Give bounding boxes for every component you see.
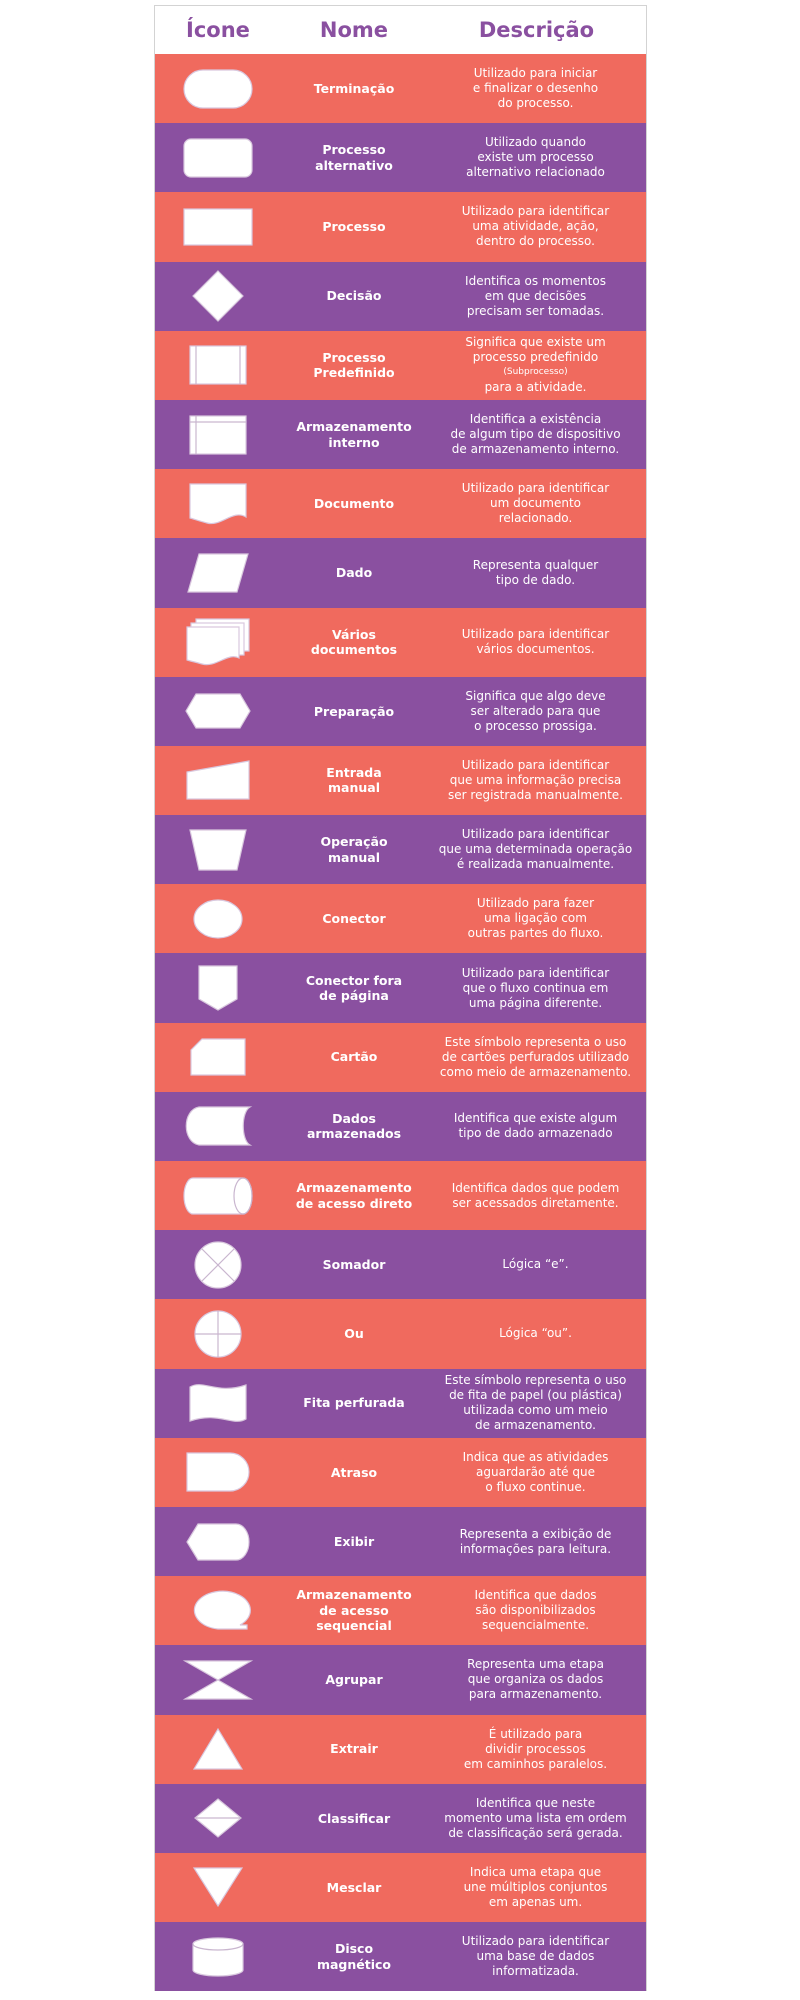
delay-icon [155,1452,281,1492]
document-icon [155,483,281,525]
preparation-icon [155,693,281,729]
sort-icon [155,1798,281,1838]
symbol-description: Utilizado quando existe um processo alternativo relacionado [466,135,605,180]
symbol-description: Este símbolo representa o uso de cartões perfurados utilizado como meio de armazenamento. [439,1034,632,1079]
symbol-name: Conector [322,911,386,927]
symbol-name: Somador [322,1257,386,1273]
symbol-name: Armazenamento interno [296,419,412,450]
card-icon [155,1038,281,1076]
table-row [155,331,646,400]
collate-icon [155,1660,281,1700]
symbol-description: Utilizado para identificar que o fluxo continua em uma página diferente. [461,965,610,1010]
symbol-name: Exibir [333,1533,375,1549]
decision-icon [155,270,281,322]
table-header [155,6,646,54]
summing-junction-icon [155,1241,281,1289]
table-row [155,677,646,746]
table-row [155,1023,646,1092]
table-row [155,469,646,538]
symbol-description: Significa que algo deve ser alterado para que o processo prossiga. [465,688,606,733]
symbol-description: Identifica que neste momento uma lista em ordem de classificação será gerada. [444,1795,627,1840]
table-row [155,884,646,953]
symbol-name: Dado [335,565,373,581]
symbol-description: Indica uma etapa que une múltiplos conjuntos em apenas um. [463,1864,608,1909]
symbol-description: Indica que as atividades aguardarão até que o fluxo continue. [462,1449,609,1494]
symbol-description: Utilizado para identificar um documento relacionado. [461,481,610,526]
symbol-name: Armazenamento de acesso sequencial [296,1587,412,1634]
symbol-description: Utilizado para fazer uma ligação com outras partes do fluxo. [467,896,604,941]
symbol-name: Processo [322,219,386,235]
symbol-name: Disco magnético [316,1941,392,1972]
symbol-description: Utilizado para identificar vários documentos. [461,627,610,657]
manual-operation-icon [155,829,281,871]
multiple-documents-icon [155,618,281,666]
table-row [155,1922,646,1991]
symbol-name: Cartão [330,1049,378,1065]
table-row [155,1438,646,1507]
symbol-description: Identifica que existe algum tipo de dado armazenado [453,1111,618,1141]
table-body [155,54,646,1991]
symbol-description [427,335,646,395]
display-icon [155,1523,281,1561]
sequential-access-storage-icon [155,1590,281,1632]
symbol-name: Terminação [313,80,395,96]
description-text: para a atividade. [484,380,587,395]
header-description-column: Descrição [478,18,595,42]
manual-input-icon [155,760,281,800]
table-row [155,1853,646,1922]
symbol-description: Utilizado para identificar que uma informação precisa ser registrada manualmente. [448,757,623,802]
alternate-process-icon [155,138,281,178]
terminator-icon [155,69,281,109]
off-page-connector-icon [155,965,281,1011]
header-icon-column: Ícone [186,18,250,42]
symbol-name: Dados armazenados [306,1110,402,1142]
flowchart-symbols-table [154,5,647,1991]
table-row [155,192,646,261]
symbol-description: Identifica a existência de algum tipo de dispositivo de armazenamento interno. [450,412,621,457]
symbol-name: Processo Predefinido [313,349,395,381]
table-row [155,1576,646,1645]
data-icon [155,553,281,593]
table-row [155,1230,646,1299]
symbol-name: Preparação [313,703,395,719]
symbol-name: Agrupar [325,1672,383,1688]
table-row [155,1161,646,1230]
punched-tape-icon [155,1382,281,1424]
extract-icon [155,1728,281,1770]
symbol-name: Documento [313,495,395,511]
symbol-description: Este símbolo representa o uso de fita de papel (ou plástica) utilizada como um meio de armazenamento. [444,1373,627,1433]
table-row [155,953,646,1022]
or-icon [155,1310,281,1358]
table-row [155,815,646,884]
table-row [155,608,646,677]
symbol-name: Mesclar [326,1879,382,1895]
direct-access-storage-icon [155,1177,281,1215]
symbol-description: Representa uma etapa que organiza os dados para armazenamento. [467,1657,604,1702]
internal-storage-icon [155,415,281,455]
table-row [155,400,646,469]
symbol-name: Vários documentos [310,626,398,658]
table-row [155,262,646,331]
symbol-description: Identifica dados que podem ser acessados diretamente. [451,1180,620,1210]
symbol-name: Extrair [330,1741,378,1757]
symbol-name: Armazenamento de acesso direto [295,1180,413,1211]
table-row [155,1299,646,1368]
symbol-name: Operação manual [320,834,388,865]
symbol-name: Classificar [317,1810,391,1826]
table-row [155,54,646,123]
predefined-process-icon [155,345,281,385]
symbol-description: Representa qualquer tipo de dado. [472,557,599,587]
table-row [155,746,646,815]
table-row [155,1784,646,1853]
table-row [155,1092,646,1161]
symbol-name: Conector fora de página [305,972,403,1004]
symbol-description: Lógica “ou”. [499,1326,572,1341]
symbol-name: Decisão [326,288,382,304]
symbol-description: Lógica “e”. [502,1257,569,1272]
symbol-description: Representa a exibição de informações para leitura. [459,1526,612,1556]
symbol-description: Utilizado para iniciar e finalizar o desenho do processo. [472,66,599,111]
symbol-name: Entrada manual [326,764,382,796]
stored-data-icon [155,1106,281,1146]
header-name-column: Nome [319,18,389,42]
symbol-name: Ou [344,1326,364,1342]
process-icon [155,208,281,246]
table-row [155,123,646,192]
table-row [155,1507,646,1576]
magnetic-disk-icon [155,1937,281,1977]
symbol-description: Identifica os momentos em que decisões precisam ser tomadas. [465,273,606,318]
merge-icon [155,1867,281,1907]
symbol-description: Utilizado para identificar que uma determinada operação é realizada manualmente. [438,827,633,872]
symbol-name: Fita perfurada [303,1395,405,1411]
table-row [155,538,646,607]
connector-icon [155,899,281,939]
symbol-description: Utilizado para identificar uma base de dados informatizada. [461,1934,610,1979]
symbol-name: Processo alternativo [315,142,393,173]
table-row [155,1369,646,1438]
description-text: Significa que existe um processo predefinido [465,335,606,365]
symbol-name: Atraso [330,1464,378,1480]
table-row [155,1715,646,1784]
symbol-description: É utilizado para dividir processos em caminhos paralelos. [463,1726,608,1771]
description-subnote: (Subprocesso) [503,367,568,378]
symbol-description: Utilizado para identificar uma atividade, ação, dentro do processo. [461,204,610,249]
symbol-description: Identifica que dados são disponibilizados sequencialmente. [474,1588,597,1633]
table-row [155,1645,646,1714]
